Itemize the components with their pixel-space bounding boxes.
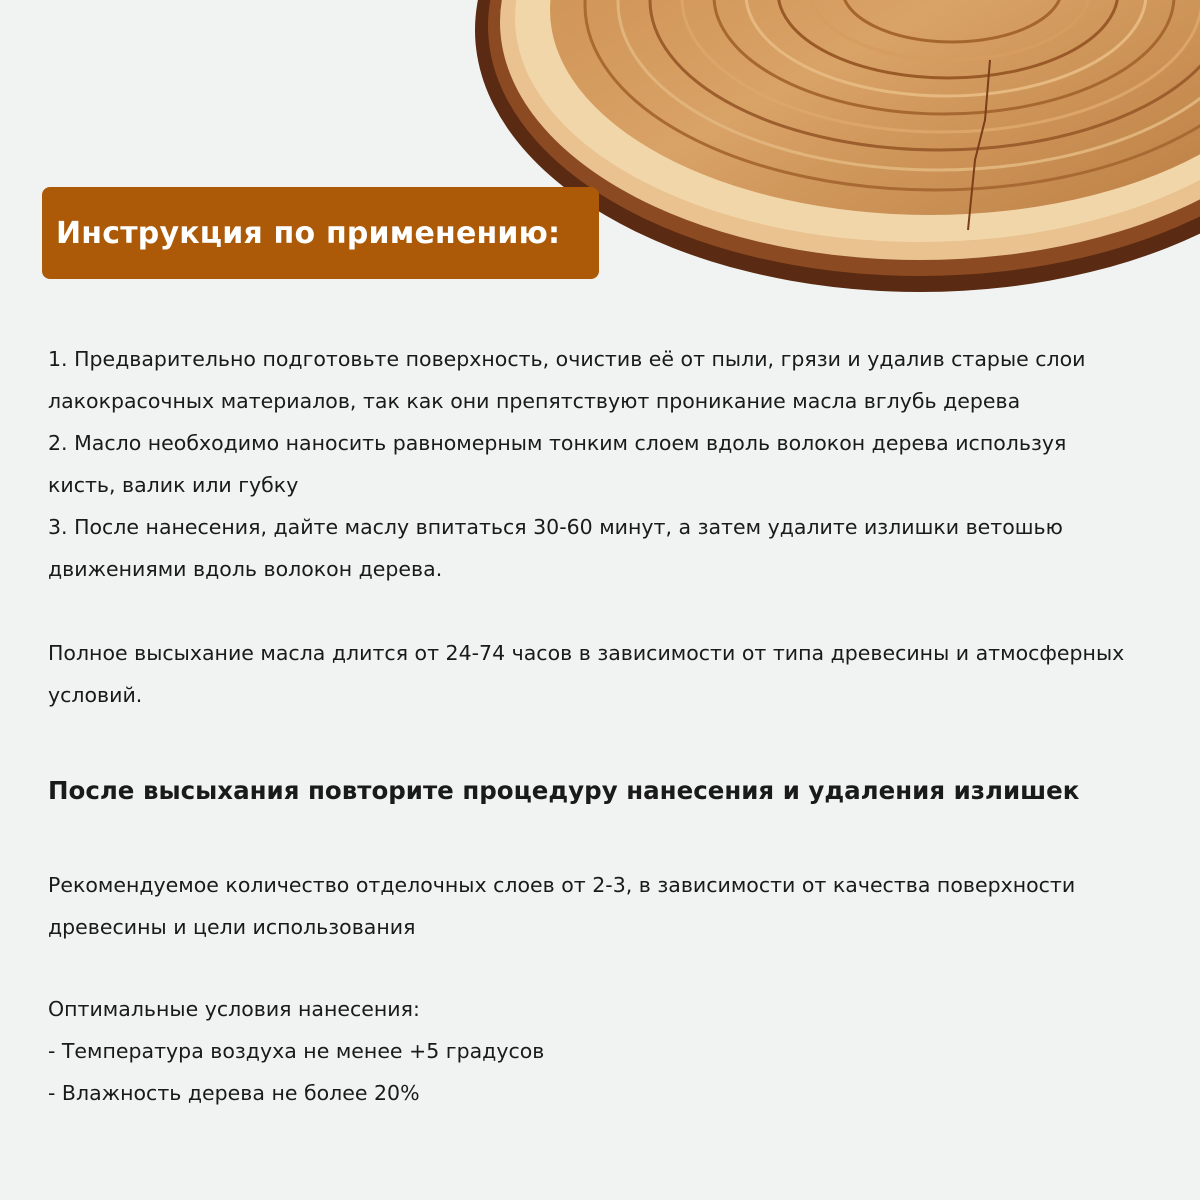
conditions-block [48, 988, 1178, 1114]
instructions-text [48, 338, 1178, 1114]
page-title: Инструкция по применению: [56, 215, 561, 251]
step-2-line-1: 2. Масло необходимо наносить равномерным тонким слоем вдоль волокон дерева используя [48, 431, 1067, 455]
step-2-line-2: кисть, валик или губку [48, 473, 299, 497]
step-1-line-1: 1. Предварительно подготовьте поверхность, очистив её от пыли, грязи и удалив старые слои [48, 347, 1086, 371]
drying-paragraph [48, 632, 1178, 716]
drying-line-2: условий. [48, 683, 143, 707]
conditions-item: - Влажность дерева не более 20% [48, 1081, 420, 1105]
step-3 [48, 506, 1178, 590]
repeat-heading: После высыхания повторите процедуру нанесения и удаления излишек [48, 776, 1080, 805]
recommendation-paragraph [48, 864, 1178, 948]
conditions-item: - Температура воздуха не менее +5 градусов [48, 1039, 545, 1063]
step-1 [48, 338, 1178, 422]
recommendation-line-2: древесины и цели использования [48, 915, 416, 939]
step-3-line-2: движениями вдоль волокон дерева. [48, 557, 443, 581]
step-3-line-1: 3. После нанесения, дайте маслу впитаться 30-60 минут, а затем удалите излишки ветошью [48, 515, 1063, 539]
step-1-line-2: лакокрасочных материалов, так как они препятствуют проникание масла вглубь дерева [48, 389, 1021, 413]
recommendation-line-1: Рекомендуемое количество отделочных слоев от 2-3, в зависимости от качества поверхности [48, 873, 1076, 897]
drying-line-1: Полное высыхание масла длится от 24-74 часов в зависимости от типа древесины и атмосферных [48, 641, 1125, 665]
step-2 [48, 422, 1178, 506]
title-badge [42, 187, 599, 279]
conditions-title: Оптимальные условия нанесения: [48, 997, 420, 1021]
